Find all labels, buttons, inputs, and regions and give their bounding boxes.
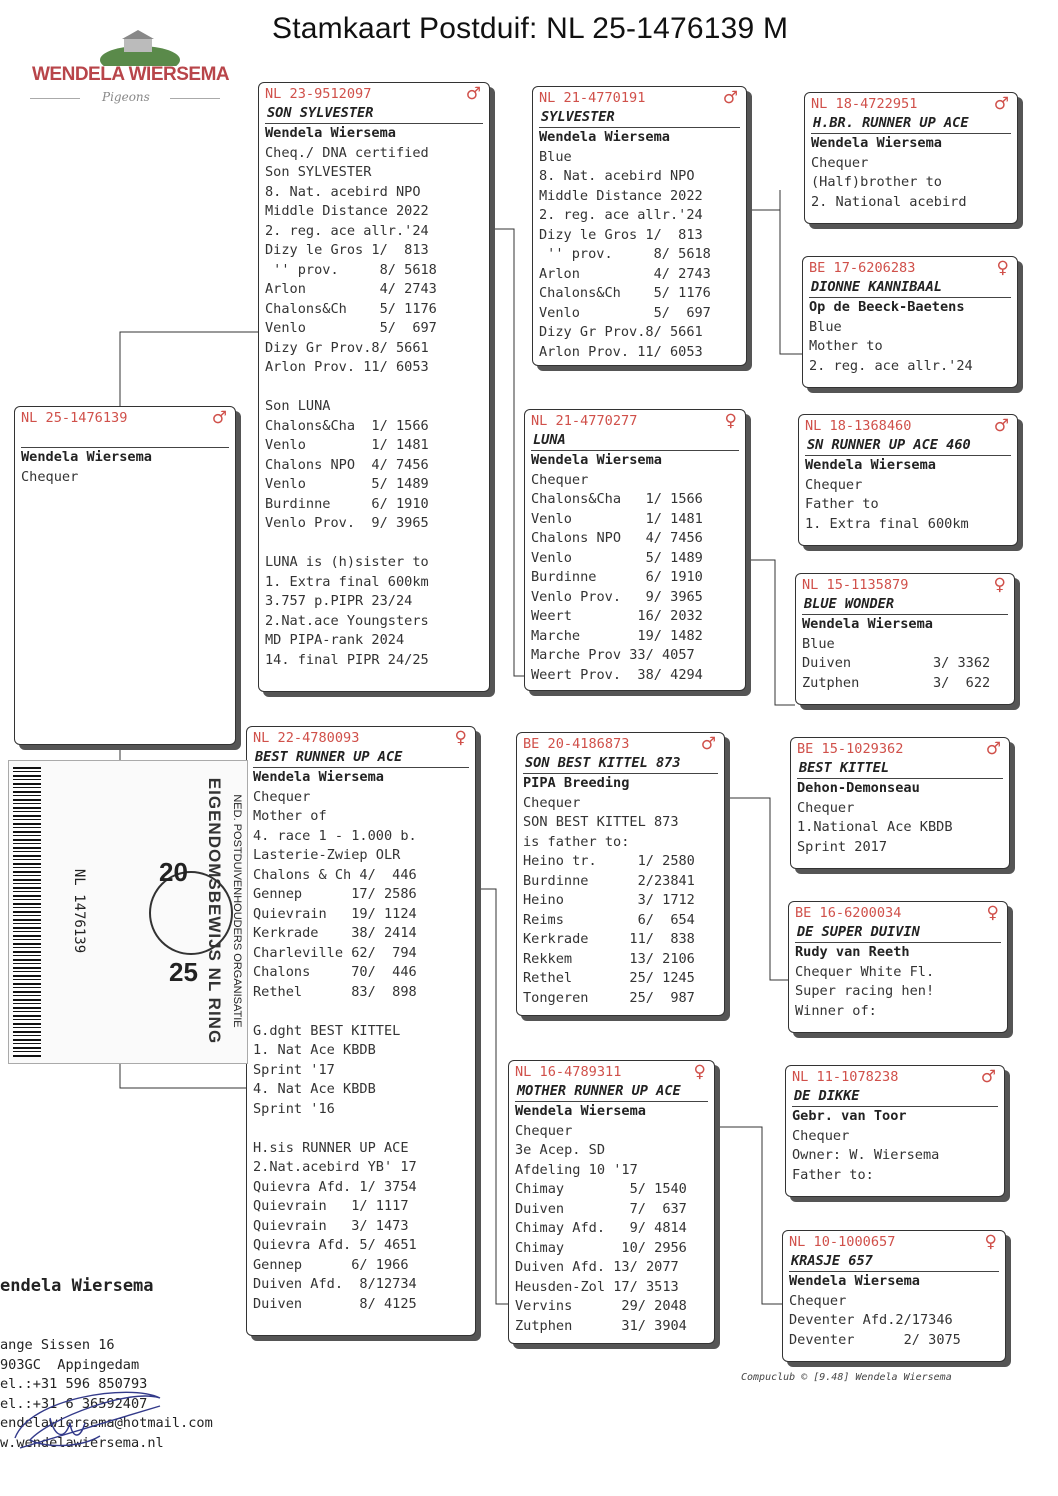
card-dam-sire (516, 732, 725, 1016)
info-line: Marche Prov 33/ 4057 (531, 647, 695, 663)
info-line (259, 534, 489, 554)
pigeon-name: DE DIKKE (794, 1088, 860, 1104)
card-subject (14, 406, 236, 745)
info-line: Tongeren 25/ 987 (523, 989, 695, 1006)
info-line: Arlon 4/ 2743 (265, 281, 437, 297)
info-line: Blue (809, 318, 842, 335)
info-line: Kerkrade 11/ 838 (523, 931, 695, 947)
info-line: 8. Nat. acebird NPO (265, 183, 421, 200)
info-line: Duiven Afd. 8/12734 (253, 1276, 417, 1292)
info-line: Chequer (811, 154, 869, 171)
info-line: Mother of (253, 808, 327, 824)
info-line: Chalons & Ch 4/ 446 (253, 866, 417, 883)
pigeon-name: BLUE WONDER (804, 596, 895, 612)
info-line: 1. Extra final 600km (265, 573, 429, 590)
card-sire (258, 82, 490, 692)
info-line: Burdinne 2/23841 (523, 872, 695, 889)
card-ggp-8 (782, 1230, 1006, 1362)
ring-number: BE 15-1029362 (797, 741, 904, 757)
info-line: SON BEST KITTEL 873 (523, 814, 679, 830)
info-line: Father to (805, 496, 879, 512)
owner: Wendela Wiersema (253, 769, 384, 785)
info-line: Dizy Gr Prov.8/ 5661 (539, 324, 703, 340)
info-line: Chequer (797, 799, 855, 816)
owner: Rudy van Reeth (795, 944, 910, 960)
info-line: Quievra Afd. 5/ 4651 (253, 1237, 417, 1253)
info-line: Venlo 5/ 1489 (265, 476, 429, 492)
address-line: endelawiersema@hotmail.com (0, 1415, 213, 1431)
info-line: '' prov. 8/ 5618 (265, 261, 437, 278)
info-line: Chequer (253, 788, 311, 805)
ring-number: NL 16-4789311 (515, 1064, 622, 1080)
male-icon: ♂ (722, 88, 738, 108)
pigeon-name: SYLVESTER (541, 109, 615, 125)
pigeon-name (15, 428, 235, 447)
info-line: Dizy le Gros 1/ 813 (265, 242, 429, 258)
female-icon: ♀ (993, 575, 1006, 595)
owner: Wendela Wiersema (515, 1103, 646, 1119)
info-line: Rethel 83/ 898 (253, 983, 417, 1000)
owner: Op de Beeck-Baetens (809, 299, 965, 315)
ring-number: NL 22-4780093 (253, 730, 360, 746)
info-line: Kerkrade 38/ 2414 (253, 925, 417, 941)
card-ggp-1 (804, 92, 1018, 224)
info-line (259, 378, 489, 398)
info-line: Chimay 10/ 2956 (515, 1239, 687, 1256)
ring-number: NL 25-1476139 (21, 410, 128, 426)
info-line: Rekkem 13/ 2106 (523, 950, 695, 967)
info-line: is father to: (523, 833, 630, 850)
pigeon-name: BEST KITTEL (799, 760, 890, 776)
signature-icon (10, 1378, 170, 1458)
info-line: 14. final PIPR 24/25 (265, 651, 429, 668)
info-line: Middle Distance 2022 (265, 203, 429, 219)
pigeon-name: SON SYLVESTER (267, 105, 374, 121)
male-icon: ♂ (700, 734, 716, 754)
card-ggp-2 (802, 256, 1018, 388)
info-line: Burdinne 6/ 1910 (531, 569, 703, 585)
pigeon-name: LUNA (533, 432, 566, 448)
card-dam-dam (508, 1060, 715, 1344)
owner: Wendela Wiersema (811, 135, 942, 151)
male-icon: ♂ (465, 84, 481, 104)
ring-number: NL 15-1135879 (802, 577, 909, 593)
info-line: 1. Extra final 600km (805, 515, 969, 532)
info-line: Chalons NPO 4/ 7456 (265, 456, 429, 473)
ring-number: NL 21-4770277 (531, 413, 638, 429)
female-icon: ♀ (693, 1062, 706, 1082)
info-line: Venlo Prov. 9/ 3965 (265, 515, 429, 531)
pigeon-name: KRASJE 657 (791, 1253, 873, 1269)
ring-label-title: EIGENDOMSBEWIJS NL RING (205, 777, 224, 1045)
address-line: el.:+31 6 36592407 (0, 1395, 148, 1412)
info-line: Heino 3/ 1712 (523, 892, 695, 908)
info-line: 2. reg. ace allr.'24 (265, 222, 429, 239)
pigeon-name: H.BR. RUNNER UP ACE (813, 115, 969, 131)
ring-ownership-label (8, 760, 248, 1064)
info-line: Chequer (515, 1122, 573, 1139)
owner: Wendela Wiersema (21, 449, 152, 465)
info-line: Zutphen 3/ 622 (802, 674, 991, 691)
info-line: Reims 6/ 654 (523, 911, 695, 928)
info-line: Quievrain 19/ 1124 (253, 905, 417, 922)
card-ggp-6 (788, 901, 1008, 1033)
info-line: Duiven 8/ 4125 (253, 1295, 417, 1312)
card-ggp-5 (790, 737, 1010, 869)
info-line: 2.Nat.ace Youngsters (265, 612, 429, 629)
info-line: Vervins 29/ 2048 (515, 1298, 687, 1314)
card-sire-dam (524, 409, 746, 691)
info-line: Cheq./ DNA certified (265, 144, 429, 161)
info-line: Dizy le Gros 1/ 813 (539, 226, 703, 243)
info-line: Duiven 7/ 637 (515, 1200, 687, 1217)
owner: Wendela Wiersema (802, 616, 933, 632)
info-line: 4. Nat Ace KBDB (253, 1081, 376, 1097)
info-line: Chequer (21, 468, 79, 485)
address-line: el.:+31 596 850793 (0, 1376, 148, 1392)
ring-number: NL 18-1368460 (805, 418, 912, 434)
info-line: Chequer (805, 476, 863, 493)
pigeon-name: BEST RUNNER UP ACE (255, 749, 403, 765)
female-icon: ♀ (986, 903, 999, 923)
info-line: 2. National acebird (811, 193, 967, 210)
info-line: '' prov. 8/ 5618 (539, 246, 711, 262)
info-line: 3.757 p.PIPR 23/24 (265, 593, 413, 609)
ring-label-digits: 1476139 (71, 894, 87, 954)
info-line: Owner: W. Wiersema (792, 1147, 940, 1163)
info-line: G.dght BEST KITTEL (253, 1022, 401, 1039)
info-line: Chimay Afd. 9/ 4814 (515, 1220, 687, 1236)
year-second: 25 (169, 957, 198, 987)
owner: Gebr. van Toor (792, 1108, 907, 1124)
info-line: Son LUNA (265, 398, 331, 414)
info-line: Venlo 5/ 697 (539, 304, 711, 321)
info-line: Quievra Afd. 1/ 3754 (253, 1178, 417, 1195)
info-line: H.sis RUNNER UP ACE (253, 1139, 409, 1156)
info-line: Afdeling 10 '17 (515, 1161, 638, 1178)
info-line: 2. reg. ace allr.'24 (809, 357, 973, 374)
divider (170, 98, 220, 99)
info-line: Weert 16/ 2032 (531, 608, 703, 624)
card-ggp-4 (795, 573, 1015, 705)
info-line: Arlon 4/ 2743 (539, 265, 711, 282)
info-line: Arlon Prov. 11/ 6053 (265, 359, 429, 375)
ring-number: NL 23-9512097 (265, 86, 372, 102)
brand-name: WENDELA WIERSEMA (32, 64, 230, 85)
ring-number: NL 10-1000657 (789, 1234, 896, 1250)
card-sire-sire (532, 86, 747, 366)
info-line: Chequer (789, 1292, 847, 1309)
info-line: Chalons&Cha 1/ 1566 (531, 491, 703, 507)
info-line: Blue (539, 148, 572, 165)
ring-number: BE 16-6200034 (795, 905, 902, 921)
card-ggp-7 (785, 1065, 1005, 1197)
info-line (247, 1119, 475, 1139)
info-line: Venlo 1/ 1481 (265, 437, 429, 453)
card-dam (246, 726, 476, 1336)
info-line: Arlon Prov. 11/ 6053 (539, 343, 703, 360)
info-line: Chequer (523, 794, 581, 811)
info-line: Weert Prov. 38/ 4294 (531, 666, 703, 683)
male-icon: ♂ (993, 94, 1009, 114)
info-line: Deventer 2/ 3075 (789, 1331, 961, 1348)
info-line: Son SYLVESTER (265, 164, 372, 180)
pigeon-name: DE SUPER DUIVIN (797, 924, 920, 940)
owner: Wendela Wiersema (531, 452, 662, 468)
brand-sub: Pigeons (102, 90, 150, 104)
male-icon: ♂ (980, 1067, 996, 1087)
info-line: Chalons NPO 4/ 7456 (531, 530, 703, 546)
info-line: Quievrain 3/ 1473 (253, 1217, 409, 1234)
info-line: Lasterie-Zwiep OLR (253, 847, 401, 863)
pigeon-name: DIONNE KANNIBAAL (811, 279, 942, 295)
divider (30, 98, 80, 99)
ring-label-number (71, 869, 87, 953)
info-line: Rethel 25/ 1245 (523, 970, 695, 986)
info-line: Charleville 62/ 794 (253, 944, 417, 961)
info-line: 1.National Ace KBDB (797, 819, 953, 835)
info-line: Venlo 5/ 697 (265, 320, 437, 336)
female-icon: ♀ (454, 728, 467, 748)
info-line: 2.Nat.acebird YB' 17 (253, 1159, 417, 1175)
info-line: 1. Nat Ace KBDB (253, 1042, 376, 1058)
info-line: Duiven 3/ 3362 (802, 655, 991, 671)
pigeon-name: SON BEST KITTEL 873 (525, 755, 681, 771)
page-title: Stamkaart Postduif: NL 25-1476139 M (272, 12, 789, 45)
info-line: Gennep 17/ 2586 (253, 886, 417, 902)
pigeon-name: MOTHER RUNNER UP ACE (517, 1083, 681, 1099)
barcode (13, 767, 41, 1057)
info-line: Quievrain 1/ 1117 (253, 1198, 409, 1214)
info-line: Middle Distance 2022 (539, 187, 703, 204)
info-line: Zutphen 31/ 3904 (515, 1317, 687, 1334)
info-line: Super racing hen! (795, 983, 935, 999)
pigeon-name: SN RUNNER UP ACE 460 (807, 437, 971, 453)
info-line (247, 1002, 475, 1022)
info-line: 4. race 1 - 1.000 b. (253, 827, 417, 844)
year-first: 20 (159, 857, 188, 887)
info-line: Deventer Afd.2/17346 (789, 1312, 953, 1328)
address-line: 903GC Appingedam (0, 1356, 140, 1373)
owner-name: endela Wiersema (0, 1276, 154, 1296)
info-line: Blue (802, 635, 835, 652)
owner: Wendela Wiersema (265, 125, 396, 141)
info-line: Sprint '17 (253, 1061, 335, 1078)
info-line: 8. Nat. acebird NPO (539, 168, 695, 184)
info-line: Chequer (531, 471, 589, 488)
female-icon: ♀ (996, 258, 1009, 278)
female-icon: ♀ (984, 1232, 997, 1252)
ring-label-country: NL (71, 868, 87, 886)
info-line: 2. reg. ace allr.'24 (539, 207, 703, 223)
info-line: Chalons 70/ 446 (253, 964, 417, 980)
info-line: Duiven Afd. 13/ 2077 (515, 1259, 679, 1275)
male-icon: ♂ (985, 739, 1001, 759)
owner: Dehon-Demonseau (797, 780, 920, 796)
info-line: Chalons&Ch 5/ 1176 (539, 285, 711, 301)
owner: Wendela Wiersema (539, 129, 670, 145)
info-line: Venlo Prov. 9/ 3965 (531, 588, 703, 605)
card-ggp-3 (798, 414, 1018, 546)
female-icon: ♀ (724, 411, 737, 431)
owner: Wendela Wiersema (789, 1273, 920, 1289)
logo (30, 28, 230, 108)
info-line: Mother to (809, 338, 883, 354)
ring-label-org: NED. POSTDUIVENHOUDERS ORGANISATIE (231, 794, 243, 1028)
info-line: Gennep 6/ 1966 (253, 1256, 409, 1273)
info-line: Chimay 5/ 1540 (515, 1181, 687, 1197)
ring-number: NL 11-1078238 (792, 1069, 899, 1085)
info-line: Venlo 5/ 1489 (531, 549, 703, 566)
info-line: Winner of: (795, 1002, 877, 1019)
info-line: MD PIPA-rank 2024 (265, 632, 405, 648)
info-line: 3e Acep. SD (515, 1142, 606, 1158)
info-line: Venlo 1/ 1481 (531, 510, 703, 527)
info-line: Sprint 2017 (797, 838, 888, 855)
info-line: Chequer White Fl. (795, 963, 935, 980)
info-line: (Half)brother to (811, 174, 942, 190)
info-line: Chalons&Cha 1/ 1566 (265, 417, 429, 434)
hill-logo-icon (100, 28, 180, 66)
info-line: Marche 19/ 1482 (531, 627, 703, 644)
info-line: Heino tr. 1/ 2580 (523, 853, 695, 869)
ring-number: NL 18-4722951 (811, 96, 918, 112)
ring-number: BE 20-4186873 (523, 736, 630, 752)
info-line: Dizy Gr Prov.8/ 5661 (265, 339, 429, 356)
male-icon: ♂ (211, 408, 227, 428)
footer-credit: Compuclub © [9.48] Wendela Wiersema (741, 1372, 952, 1383)
owner: Wendela Wiersema (805, 457, 936, 473)
info-line: Chequer (792, 1127, 850, 1144)
info-line: Burdinne 6/ 1910 (265, 495, 429, 512)
address-line: w.wendelawiersema.nl (0, 1434, 164, 1451)
address-line: ange Sissen 16 (0, 1337, 115, 1353)
info-line: Heusden-Zol 17/ 3513 (515, 1278, 679, 1295)
info-line: Father to: (792, 1166, 874, 1183)
info-line: Chalons&Ch 5/ 1176 (265, 300, 437, 317)
owner: PIPA Breeding (523, 775, 630, 791)
info-line: LUNA is (h)sister to (265, 554, 429, 570)
ring-number: NL 21-4770191 (539, 90, 646, 106)
info-line: Sprint '16 (253, 1100, 335, 1117)
male-icon: ♂ (993, 416, 1009, 436)
ring-number: BE 17-6206283 (809, 260, 916, 276)
